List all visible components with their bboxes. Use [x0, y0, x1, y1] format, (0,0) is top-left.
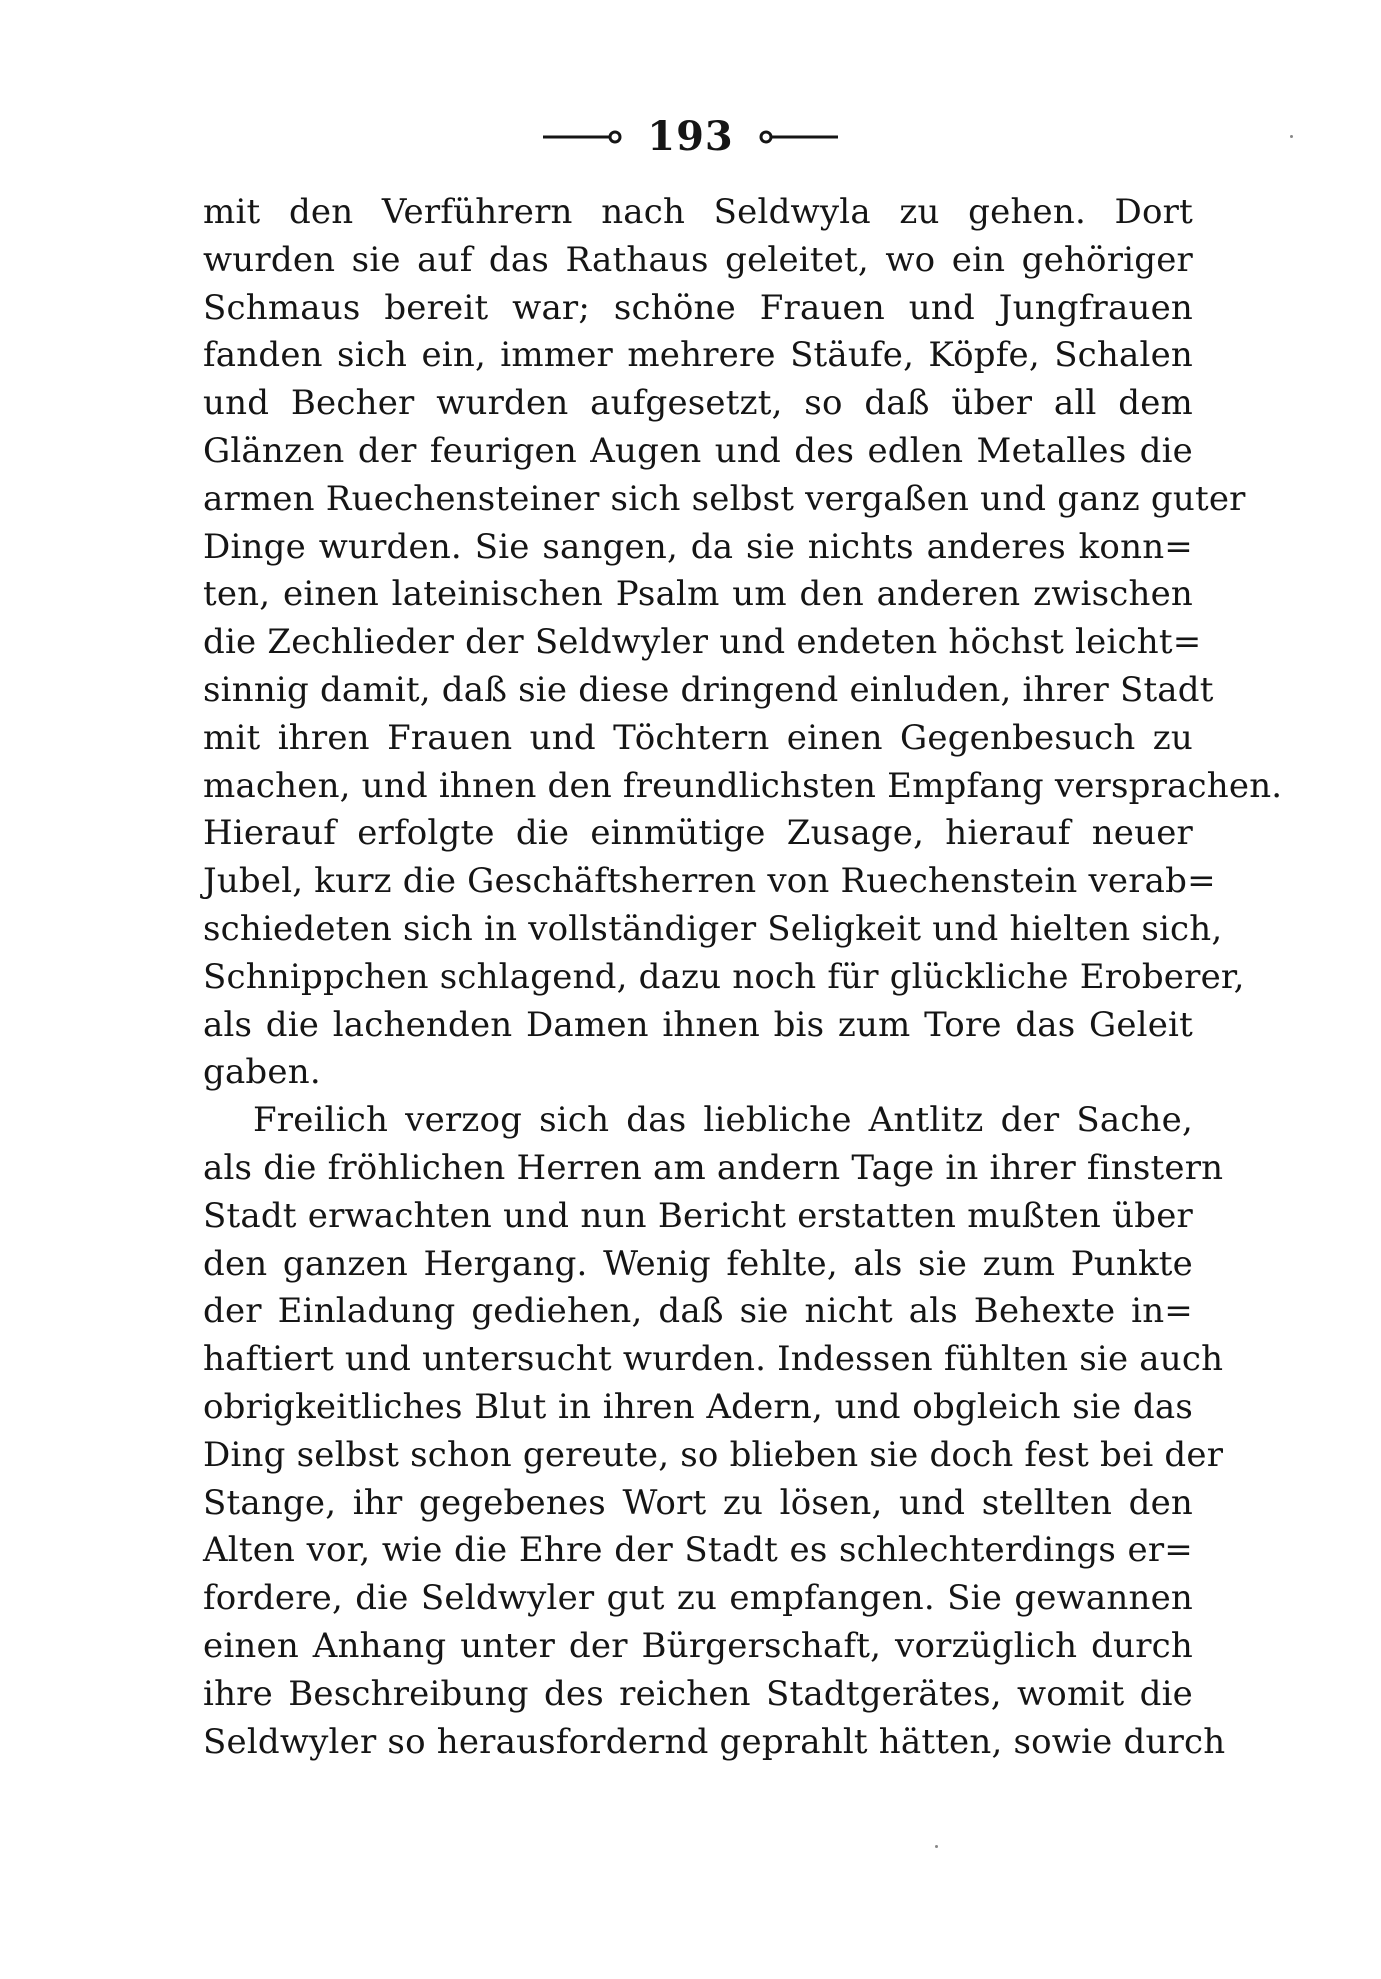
text-line: als die lachenden Damen ihnen bis zum Tore das Geleit: [203, 1004, 1193, 1045]
text-line: wurden sie auf das Rathaus geleitet, wo ein gehöriger: [203, 239, 1193, 280]
text-line: Glänzen der feurigen Augen und des edlen Metalles die: [203, 430, 1193, 471]
text-line: Stadt erwachten und nun Bericht erstatten mußten über: [203, 1195, 1193, 1236]
text-line: sinnig damit, daß sie diese dringend einluden, ihrer Stadt: [203, 669, 1214, 710]
paragraph-end-line: gaben.: [203, 1052, 321, 1093]
text-line: Dinge wurden. Sie sangen, da sie nichts anderes konn=: [203, 526, 1193, 567]
text-line: der Einladung gediehen, daß sie nicht als Behexte in=: [203, 1291, 1193, 1332]
text-line: obrigkeitliches Blut in ihren Adern, und obgleich sie das: [203, 1386, 1193, 1427]
page-number: 193: [647, 113, 734, 160]
paragraph-start-line: Freilich verzog sich das liebliche Antlitz der Sache,: [253, 1100, 1193, 1141]
text-line: einen Anhang unter der Bürgerschaft, vorzüglich durch: [203, 1625, 1193, 1666]
page-header: [0, 108, 1381, 166]
text-line: mit ihren Frauen und Töchtern einen Gegenbesuch zu: [203, 717, 1193, 758]
text-line: Jubel, kurz die Geschäftsherren von Ruechenstein verab=: [203, 861, 1216, 902]
paper-speck: [1290, 135, 1293, 138]
text-line: und Becher wurden aufgesetzt, so daß über all dem: [203, 383, 1193, 424]
text-line: Schmaus bereit war; schöne Frauen und Jungfrauen: [203, 287, 1193, 328]
text-line: schiedeten sich in vollständiger Seligkeit und hielten sich,: [203, 908, 1223, 949]
text-line: Ding selbst schon gereute, so blieben sie doch fest bei der: [203, 1434, 1224, 1475]
text-line: Alten vor, wie die Ehre der Stadt es schlechterdings er=: [203, 1530, 1193, 1571]
text-line: Hierauf erfolgte die einmütige Zusage, hierauf neuer: [203, 813, 1193, 854]
text-line: ten, einen lateinischen Psalm um den anderen zwischen: [203, 574, 1193, 615]
text-line: die Zechlieder der Seldwyler und endeten höchst leicht=: [203, 622, 1202, 663]
left-ornament-icon: [539, 130, 623, 144]
text-line: Schnippchen schlagend, dazu noch für glückliche Eroberer,: [203, 956, 1245, 997]
text-line: Seldwyler so herausfordernd geprahlt hätten, sowie durch: [203, 1721, 1226, 1762]
text-line: als die fröhlichen Herren am andern Tage in ihrer finstern: [203, 1147, 1224, 1188]
text-line: ihre Beschreibung des reichen Stadtgerätes, womit die: [203, 1673, 1193, 1714]
text-line: fordere, die Seldwyler gut zu empfangen. Sie gewannen: [203, 1578, 1193, 1619]
paper-speck: [935, 1845, 938, 1848]
text-line: armen Ruechensteiner sich selbst vergaßen und ganz guter: [203, 478, 1246, 519]
text-line: haftiert und untersucht wurden. Indessen fühlten sie auch: [203, 1339, 1224, 1380]
text-line: mit den Verführern nach Seldwyla zu gehen. Dort: [203, 192, 1193, 232]
text-line: den ganzen Hergang. Wenig fehlte, als sie zum Punkte: [203, 1243, 1193, 1284]
body-text: [203, 189, 1283, 1766]
text-line: machen, und ihnen den freundlichsten Empfang versprachen.: [203, 765, 1283, 806]
right-ornament-icon: [758, 130, 842, 144]
text-line: Stange, ihr gegebenes Wort zu lösen, und stellten den: [203, 1482, 1193, 1523]
text-line: fanden sich ein, immer mehrere Stäufe, Köpfe, Schalen: [203, 335, 1193, 376]
